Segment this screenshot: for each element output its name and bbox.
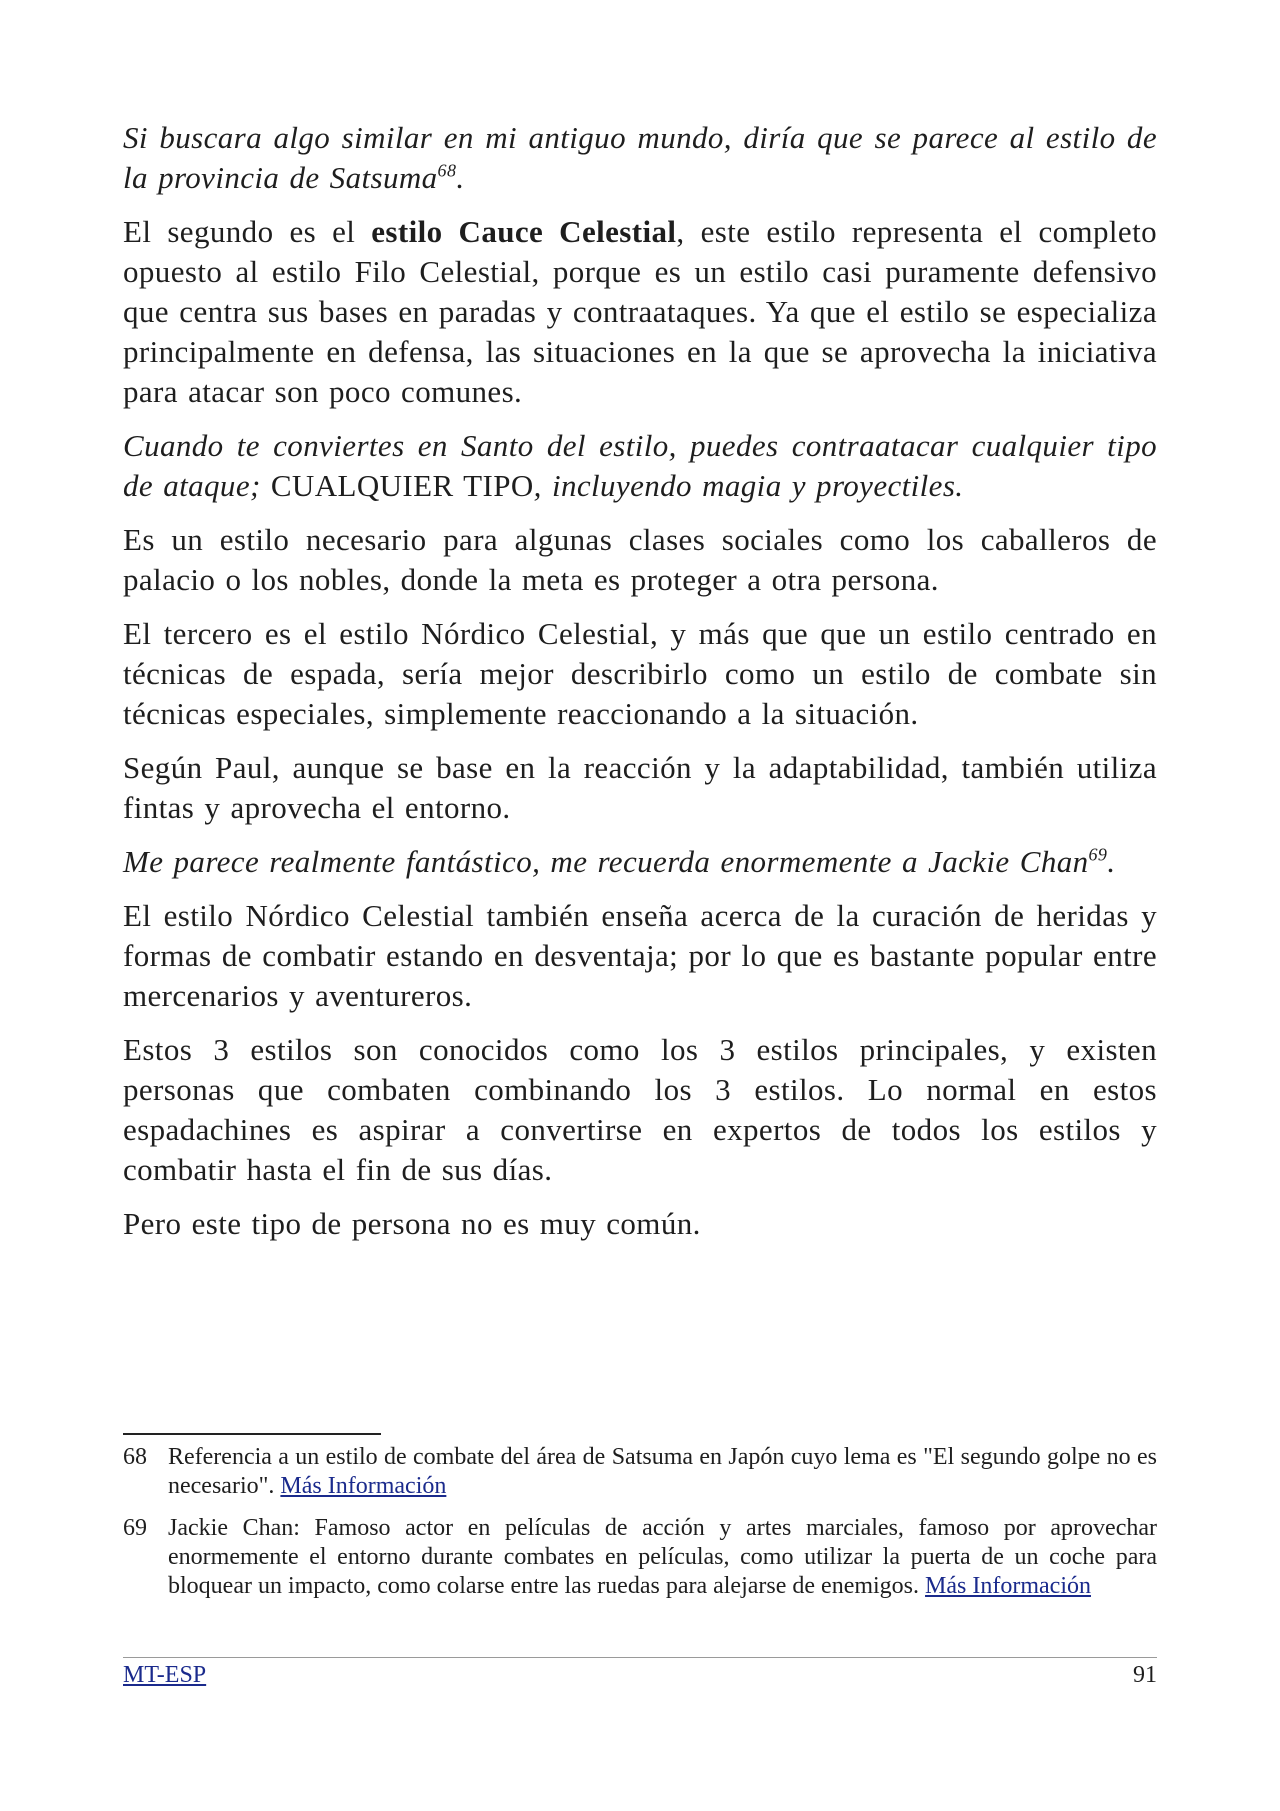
- paragraph-3-post: , incluyendo magia y proyectiles.: [533, 468, 964, 503]
- footnote-text: [168, 1514, 1157, 1601]
- paragraph-2-pre: El segundo es el: [123, 214, 372, 249]
- footnote-number: 69: [123, 1515, 147, 1541]
- paragraph-5: El tercero es el estilo Nórdico Celestial, y más que que un estilo centrado en técnicas de espada, sería mejor describirlo como un estilo de combate sin técnicas especiales, simplemente reaccionando a la situación.: [123, 616, 1157, 731]
- footnote-68: [123, 1443, 1157, 1501]
- paragraph-6: Según Paul, aunque se base en la reacción y la adaptabilidad, también utiliza fintas y aprovecha el entorno.: [123, 750, 1157, 825]
- paragraph-2-bold: estilo Cauce Celestial: [371, 214, 677, 249]
- paragraph-3-pre: Cuando te conviertes en Santo del estilo, puedes contraatacar cualquier tipo de ataque;: [123, 428, 1157, 503]
- footnotes: [123, 1433, 1157, 1614]
- more-info-link[interactable]: Más Información: [925, 1573, 1091, 1599]
- paragraph-7: [123, 842, 1157, 882]
- paragraph-1-text: Si buscara algo similar en mi antiguo mundo, diría que se parece al estilo de la provincia de Satsuma: [123, 120, 1157, 195]
- paragraph-2: [123, 212, 1157, 412]
- footnote-ref-68[interactable]: 68: [437, 160, 457, 181]
- footer-link[interactable]: MT-ESP: [123, 1662, 207, 1688]
- paragraph-1-end: .: [456, 160, 465, 195]
- paragraph-9: Estos 3 estilos son conocidos como los 3 estilos principales, y existen personas que combaten combinando los 3 estilos. Lo normal en estos espadachines es aspirar a convertirse en expertos de todos los estilos y combatir hasta el fin de sus días.: [123, 1032, 1157, 1187]
- document-body: [123, 118, 1157, 1258]
- footnote-separator: [123, 1433, 381, 1435]
- paragraph-8: El estilo Nórdico Celestial también enseña acerca de la curación de heridas y formas de combatir estando en desventaja; por lo que es bastante popular entre mercenarios y aventureros.: [123, 898, 1157, 1013]
- paragraph-2-post: , este estilo representa el completo opuesto al estilo Filo Celestial, porque es un estilo casi puramente defensivo que centra sus bases en paradas y contraataques. Ya que el estilo se especializa principalmente en defensa, las situaciones en la que se aprovecha la iniciativa para atacar son poco comunes.: [123, 214, 1158, 409]
- page-number: 91: [1133, 1662, 1157, 1688]
- paragraph-3-upright: CUALQUIER TIPO: [270, 468, 534, 503]
- footnote-number: 68: [123, 1444, 147, 1470]
- footnote-69: [123, 1514, 1157, 1601]
- page-footer: [123, 1657, 1157, 1690]
- paragraph-10: Pero este tipo de persona no es muy común.: [123, 1206, 701, 1241]
- footnote-text: [168, 1443, 1157, 1501]
- paragraph-7-text: Me parece realmente fantástico, me recuerda enormemente a Jackie Chan: [123, 844, 1089, 879]
- paragraph-3: [123, 426, 1157, 506]
- footnote-body: Referencia a un estilo de combate del área de Satsuma en Japón cuyo lema es "El segundo golpe no es necesario".: [168, 1444, 1157, 1499]
- footnote-body: Jackie Chan: Famoso actor en películas de acción y artes marciales, famoso por aprovechar enormemente el entorno durante combates en películas, como utilizar la puerta de un coche para bloquear un impacto, como colarse entre las ruedas para alejarse de enemigos.: [168, 1515, 1157, 1599]
- paragraph-4: Es un estilo necesario para algunas clases sociales como los caballeros de palacio o los nobles, donde la meta es proteger a otra persona.: [123, 522, 1157, 597]
- more-info-link[interactable]: Más Información: [280, 1473, 447, 1499]
- footnote-ref-69[interactable]: 69: [1088, 844, 1108, 865]
- paragraph-7-end: .: [1107, 844, 1116, 879]
- paragraph-1: [123, 118, 1157, 198]
